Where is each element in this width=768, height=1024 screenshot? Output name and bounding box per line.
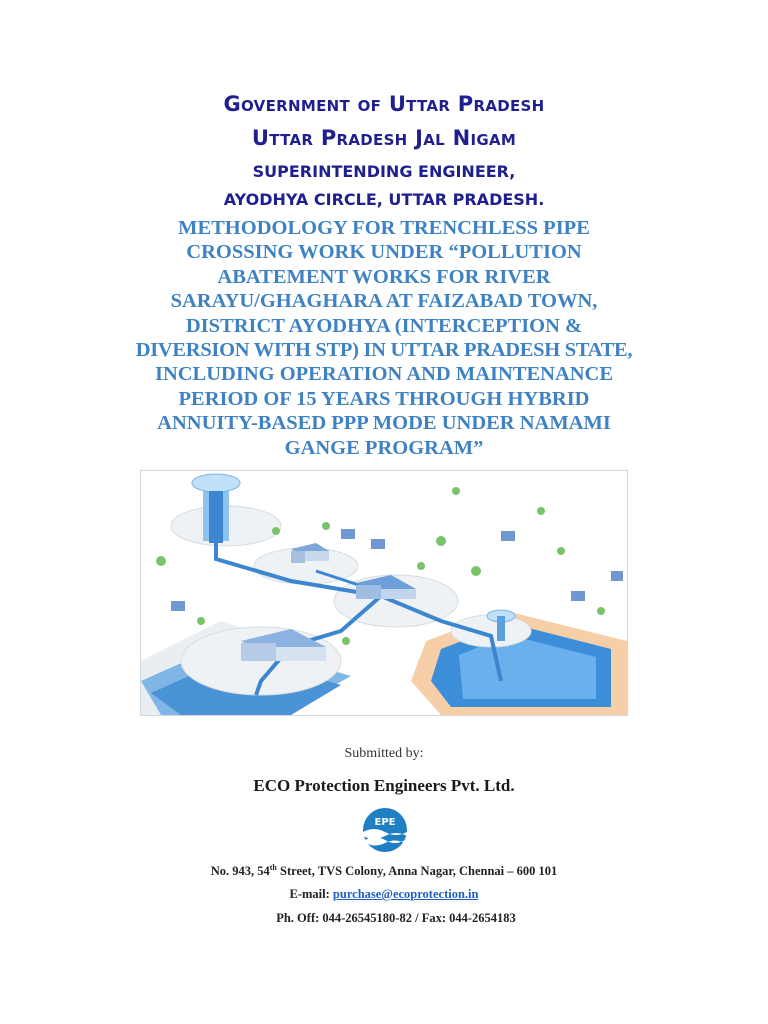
title-line: SARAYU/GHAGHARA AT FAIZABAD TOWN, [170, 290, 598, 313]
title-line: METHODOLOGY FOR TRENCHLESS PIPE [178, 217, 590, 239]
circle-heading: AYODHYA CIRCLE, UTTAR PRADESH. [223, 190, 545, 209]
title-line: CROSSING WORK UNDER “POLLUTION [186, 241, 582, 264]
company-name: ECO Protection Engineers Pvt. Ltd. [253, 776, 515, 795]
epe-logo [359, 806, 411, 854]
address-ordinal-suffix: th [269, 862, 277, 872]
designation-heading: SUPERINTENDING ENGINEER, [252, 162, 516, 181]
government-heading: Government of Uttar Pradesh [223, 92, 545, 116]
company-address [0, 864, 768, 879]
company-phone: Ph. Off: 044-26545180-82 / Fax: 044-2654183 [276, 911, 516, 925]
address-street: Street, TVS Colony, Anna Nagar, Chennai – 600 101 [276, 864, 558, 878]
email-label: E-mail: [289, 887, 333, 901]
document-title [60, 216, 708, 460]
email-link[interactable]: purchase@ecoprotection.in [332, 887, 479, 901]
title-line: DIVERSION WITH STP) IN UTTAR PRADESH STATE, [135, 339, 633, 362]
address-number: No. 943, 54 [210, 864, 270, 878]
submitted-by-label: Submitted by: [344, 746, 424, 761]
title-line: PERIOD OF 15 YEARS THROUGH HYBRID [178, 387, 590, 410]
title-line: DISTRICT AYODHYA (INTERCEPTION & [185, 314, 583, 337]
organization-heading: Uttar Pradesh Jal Nigam [251, 126, 517, 150]
title-line: GANGE PROGRAM” [284, 436, 484, 459]
title-line: ANNUITY-BASED PPP MODE UNDER NAMAMI [157, 412, 611, 435]
water-infrastructure-illustration [140, 470, 628, 716]
title-line: ABATEMENT WORKS FOR RIVER [217, 265, 551, 288]
logo-text: EPE [374, 817, 396, 828]
company-email [0, 887, 768, 902]
title-line: INCLUDING OPERATION AND MAINTENANCE [154, 363, 614, 386]
